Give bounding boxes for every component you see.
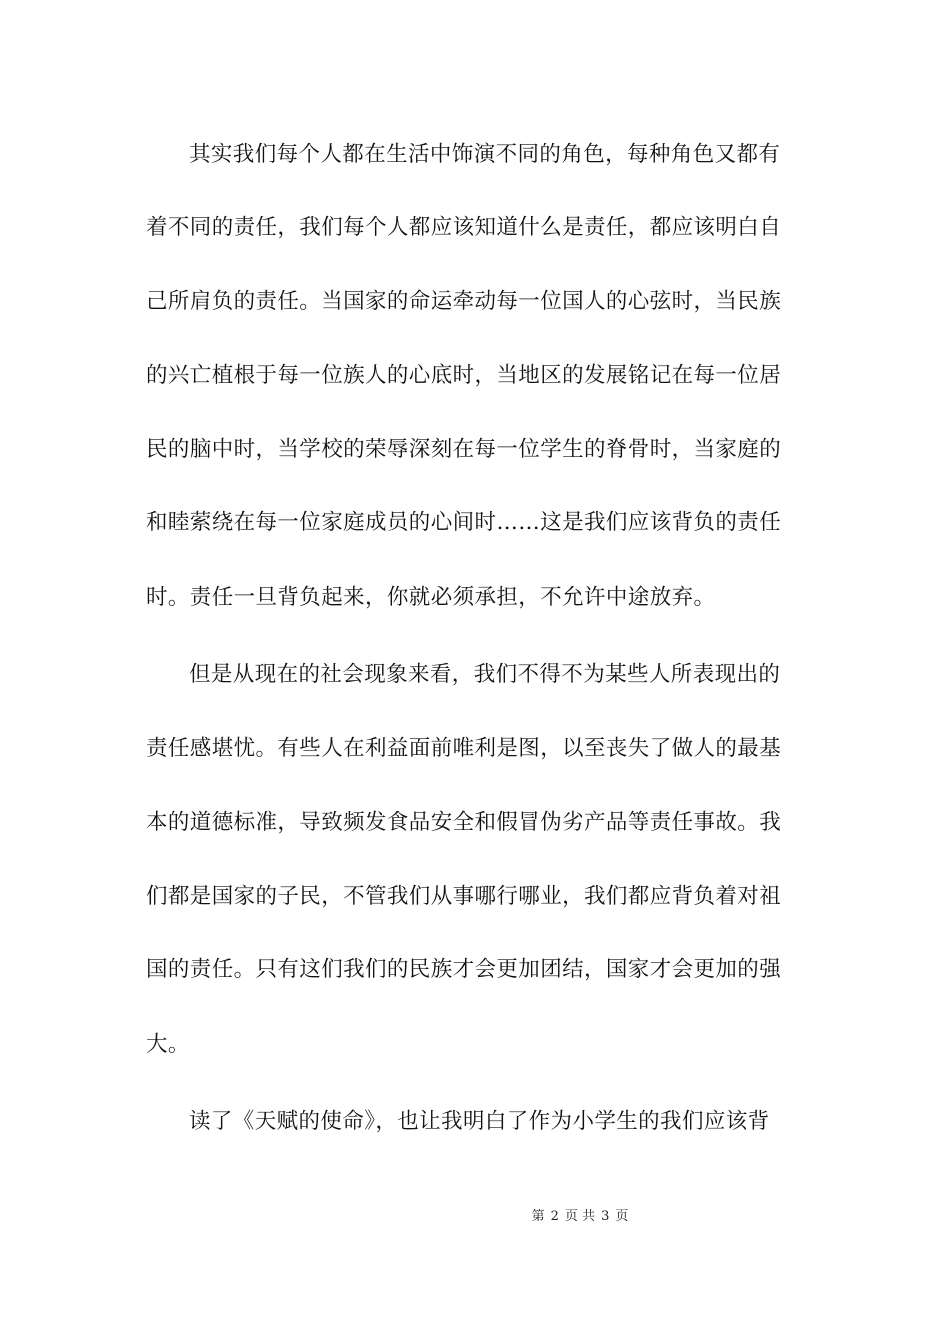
paragraph-1-line-6: 和睦萦绕在每一位家庭成员的心间时……这是我们应该背负的责任 [146, 510, 782, 535]
paragraph-1-line-2: 着不同的责任，我们每个人都应该知道什么是责任，都应该明白自 [146, 215, 782, 240]
footer-middle: 页 共 [564, 1209, 596, 1224]
paragraph-1-line-1: 其实我们每个人都在生活中饰演不同的角色，每种角色又都有 [189, 142, 781, 167]
footer-page-number: 2 [550, 1209, 559, 1224]
paragraph-1-line-3: 己所肩负的责任。当国家的命运牵动每一位国人的心弦时，当民族 [146, 289, 782, 314]
footer-prefix: 第 [531, 1209, 545, 1224]
paragraph-3-line-1: 读了《天赋的使命》，也让我明白了作为小学生的我们应该背 [189, 1109, 770, 1134]
paragraph-1-line-5: 民的脑中时，当学校的荣辱深刻在每一位学生的脊骨时，当家庭的 [146, 437, 782, 462]
paragraph-2-line-4: 们都是国家的子民，不管我们从事哪行哪业，我们都应背负着对祖 [146, 884, 782, 909]
paragraph-2-line-1: 但是从现在的社会现象来看，我们不得不为某些人所表现出的 [189, 662, 781, 687]
footer-total-pages: 3 [601, 1209, 610, 1224]
footer-suffix: 页 [615, 1209, 629, 1224]
paragraph-1-line-4: 的兴亡植根于每一位族人的心底时，当地区的发展铭记在每一位居 [146, 363, 782, 388]
paragraph-1-line-7: 时。责任一旦背负起来，你就必须承担，不允许中途放弃。 [146, 585, 716, 610]
paragraph-2-line-2: 责任感堪忧。有些人在利益面前唯利是图，以至丧失了做人的最基 [146, 736, 782, 761]
paragraph-2-line-6: 大。 [146, 1032, 190, 1057]
page-footer [0, 1208, 950, 1226]
paragraph-2-line-3: 本的道德标准，导致频发食品安全和假冒伪劣产品等责任事故。我 [146, 810, 782, 835]
paragraph-2-line-5: 国的责任。只有这们我们的民族才会更加团结，国家才会更加的强 [146, 957, 782, 982]
